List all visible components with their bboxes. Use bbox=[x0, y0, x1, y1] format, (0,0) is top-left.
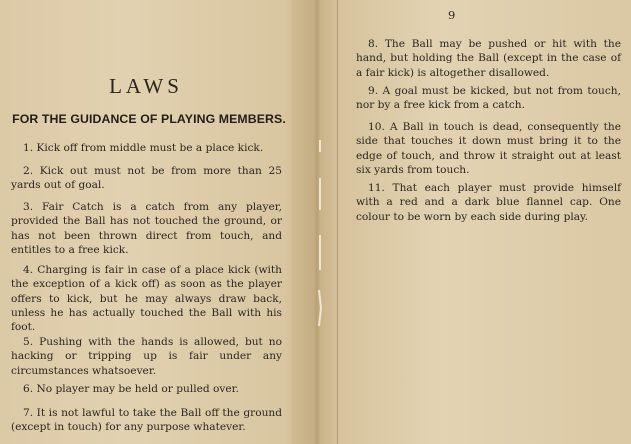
page-subtitle: FOR THE GUIDANCE OF PLAYING MEMBERS. bbox=[12, 112, 286, 126]
page-fold bbox=[337, 0, 338, 444]
law-9: 9. A goal must be kicked, but not from touch, nor by a free kick from a catch. bbox=[356, 85, 621, 112]
law-10: 10. A Ball in touch is dead, consequently the side that touches it down must bring it to the edge of touch, and throw it straight out at least six yards from touch. bbox=[356, 121, 621, 176]
law-7: 7. It is not lawful to take the Ball off the ground (except in touch) for any purpose whatever. bbox=[11, 407, 282, 434]
law-5: 5. Pushing with the hands is allowed, but no hacking or tripping up is fair under any circumstances whatsoever. bbox=[11, 336, 282, 377]
binding-thread-icon bbox=[318, 140, 322, 330]
law-4: 4. Charging is fair in case of a place kick (with the exception of a kick off) as soon as the player offers to kick, but he may always draw back, unless he has actually touched the Ball with his foot. bbox=[11, 264, 282, 334]
law-11: 11. That each player must provide himself with a red and a dark blue flannel cap. One colour to be worn by each side during play. bbox=[356, 182, 621, 223]
law-3: 3. Fair Catch is a catch from any player, provided the Ball has not touched the ground, or has not been thrown direct from touch, and entitles to a free kick. bbox=[11, 201, 282, 256]
page-number: 9 bbox=[448, 8, 456, 22]
book-gutter bbox=[292, 0, 340, 444]
law-1: 1. Kick off from middle must be a place kick. bbox=[23, 142, 264, 154]
law-6: 6. No player may be held or pulled over. bbox=[23, 383, 239, 395]
page-title: LAWS bbox=[109, 74, 183, 98]
law-2: 2. Kick out must not be from more than 25 yards out of goal. bbox=[11, 165, 282, 192]
law-8: 8. The Ball may be pushed or hit with the hand, but holding the Ball (except in the case of a fair kick) is altogether disallowed. bbox=[356, 38, 621, 79]
